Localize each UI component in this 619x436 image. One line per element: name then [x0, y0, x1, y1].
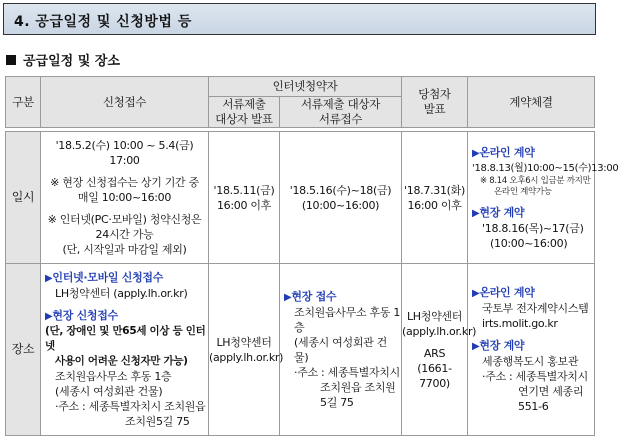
triangle-bullet-icon: ▶: [472, 288, 480, 299]
header-winner-announcement: 당첨자 발표: [402, 77, 468, 128]
site-application-address1: ·주소 : 세종특별자치시 조치원읍: [55, 400, 206, 413]
doc-announce-time: 16:00 이후: [216, 198, 272, 212]
site-note-line2: 매일 10:00~16:00: [77, 191, 172, 204]
site-application-condition2: 사용이 어려운 신청자만 가능): [55, 355, 188, 367]
header-category: 구분: [6, 77, 41, 128]
schedule-winner-cell: [402, 132, 468, 264]
triangle-bullet-icon: ▶: [45, 311, 53, 322]
site-application-condition1: (단, 장애인 및 만65세 이상 등 인터넷: [45, 325, 206, 352]
table-row-place: [6, 264, 595, 436]
site-contract-address2: 연기면 세종리: [518, 385, 584, 398]
online-contract-note1: ※ 8.14 오후6시 입금분 까지만: [480, 175, 591, 186]
winner-center: LH청약센터: [406, 309, 463, 323]
site-receipt-address2: 조치원읍 조치원: [320, 381, 396, 394]
site-contract-period: '18.8.16(목)~17(금): [482, 221, 584, 235]
site-note-line1: ※ 현장 신청접수는 상기 기간 중: [50, 176, 199, 189]
section-title: 4. 공급일정 및 신청방법 등: [14, 14, 192, 30]
internet-note-line2: 24시간 가능: [95, 228, 154, 241]
triangle-bullet-icon: ▶: [472, 147, 480, 159]
internet-application-site: LH청약센터 (apply.lh.or.kr): [55, 287, 188, 300]
header-contract: 계약체결: [468, 77, 595, 128]
doc-announce-url: (apply.lh.or.kr): [209, 350, 284, 364]
site-receipt-building: (세종시 여성회관 건물): [294, 336, 387, 364]
place-application-cell: [41, 264, 209, 436]
site-receipt-title: 현장 접수: [291, 290, 337, 303]
triangle-bullet-icon: ▶: [472, 207, 480, 219]
site-receipt-address3: 5길 75: [320, 396, 354, 409]
site-receipt-address1: ·주소 : 세종특별자치시: [294, 366, 400, 379]
header-application: 신청접수: [41, 77, 209, 128]
subheading: [6, 50, 120, 69]
table-row-schedule: [6, 132, 595, 264]
subheading-text: 공급일정 및 장소: [23, 54, 120, 69]
online-contract-period: '18.8.13(월)10:00~15(수)13:00: [472, 162, 619, 174]
place-doc-receipt-cell: [280, 264, 402, 436]
site-receipt-office: 조치원읍사무소 후동 1층: [294, 306, 401, 334]
winner-date: '18.7.31(화): [404, 183, 465, 197]
internet-note-line3: (단, 시작일과 마감일 제외): [62, 243, 187, 256]
application-period: '18.5.2(수) 10:00 ~ 5.4(금) 17:00: [55, 139, 194, 167]
winner-time: 16:00 이후: [407, 198, 462, 212]
triangle-bullet-icon: ▶: [284, 292, 292, 303]
winner-ars: ARS: [423, 346, 446, 360]
schedule-doc-receipt-cell: [280, 132, 402, 264]
online-contract-system: 국토부 전자계약시스템: [482, 302, 589, 315]
online-contract-place-title: 온라인 계약: [479, 286, 535, 299]
site-application-address2: 조치원5길 75: [125, 415, 190, 428]
schedule-contract-cell: [468, 132, 619, 264]
online-contract-note2: 온라인 계약가능: [494, 186, 552, 197]
schedule-doc-announce-cell: [209, 132, 280, 264]
site-contract-time: (10:00~16:00): [490, 236, 568, 250]
header-document-announcement: 서류제출 대상자 발표: [209, 97, 280, 128]
section-header-bar: [3, 3, 596, 35]
doc-announce-date: '18.5.11(금): [213, 183, 275, 197]
row-label-place: 장소: [6, 264, 41, 436]
doc-receipt-time: (10:00~16:00): [301, 198, 380, 212]
header-document-receipt: 서류제출 대상자 서류접수: [280, 97, 402, 128]
online-contract-url: irts.molit.go.kr: [482, 317, 558, 330]
place-contract-cell: [468, 264, 595, 436]
site-contract-office: 세종행복도시 홍보관: [482, 355, 579, 368]
schedule-table: [5, 76, 619, 436]
internet-note-line1: ※ 인터넷(PC·모바일) 청약신청은: [47, 213, 202, 226]
winner-url: (apply.lh.or.kr): [402, 324, 477, 338]
doc-announce-center: LH청약센터: [216, 335, 272, 349]
site-contract-address1: ·주소 : 세종특별자치시: [482, 370, 588, 383]
site-contract-title: 현장 계약: [479, 205, 525, 219]
site-contract-place-title: 현장 계약: [479, 339, 525, 352]
place-winner-cell: [402, 264, 477, 436]
schedule-application-cell: [41, 132, 209, 264]
site-application-building: (세종시 여성회관 건물): [55, 385, 163, 398]
square-bullet-icon: [6, 55, 16, 65]
internet-application-title: 인터넷·모바일 신청접수: [52, 271, 164, 284]
triangle-bullet-icon: ▶: [472, 341, 480, 352]
doc-receipt-date: '18.5.16(수)~18(금): [289, 183, 392, 197]
place-doc-announce-cell: [209, 264, 284, 436]
site-contract-address3: 551-6: [518, 400, 549, 413]
header-internet-applicants: 인터넷청약자: [209, 77, 402, 97]
site-application-title: 현장 신청접수: [52, 309, 118, 322]
site-application-office: 조치원읍사무소 후동 1층: [55, 370, 172, 383]
online-contract-title: 온라인 계약: [479, 145, 535, 159]
row-label-schedule: 일시: [6, 132, 41, 264]
winner-phone: (1661-7700): [417, 361, 452, 390]
triangle-bullet-icon: ▶: [45, 273, 53, 284]
